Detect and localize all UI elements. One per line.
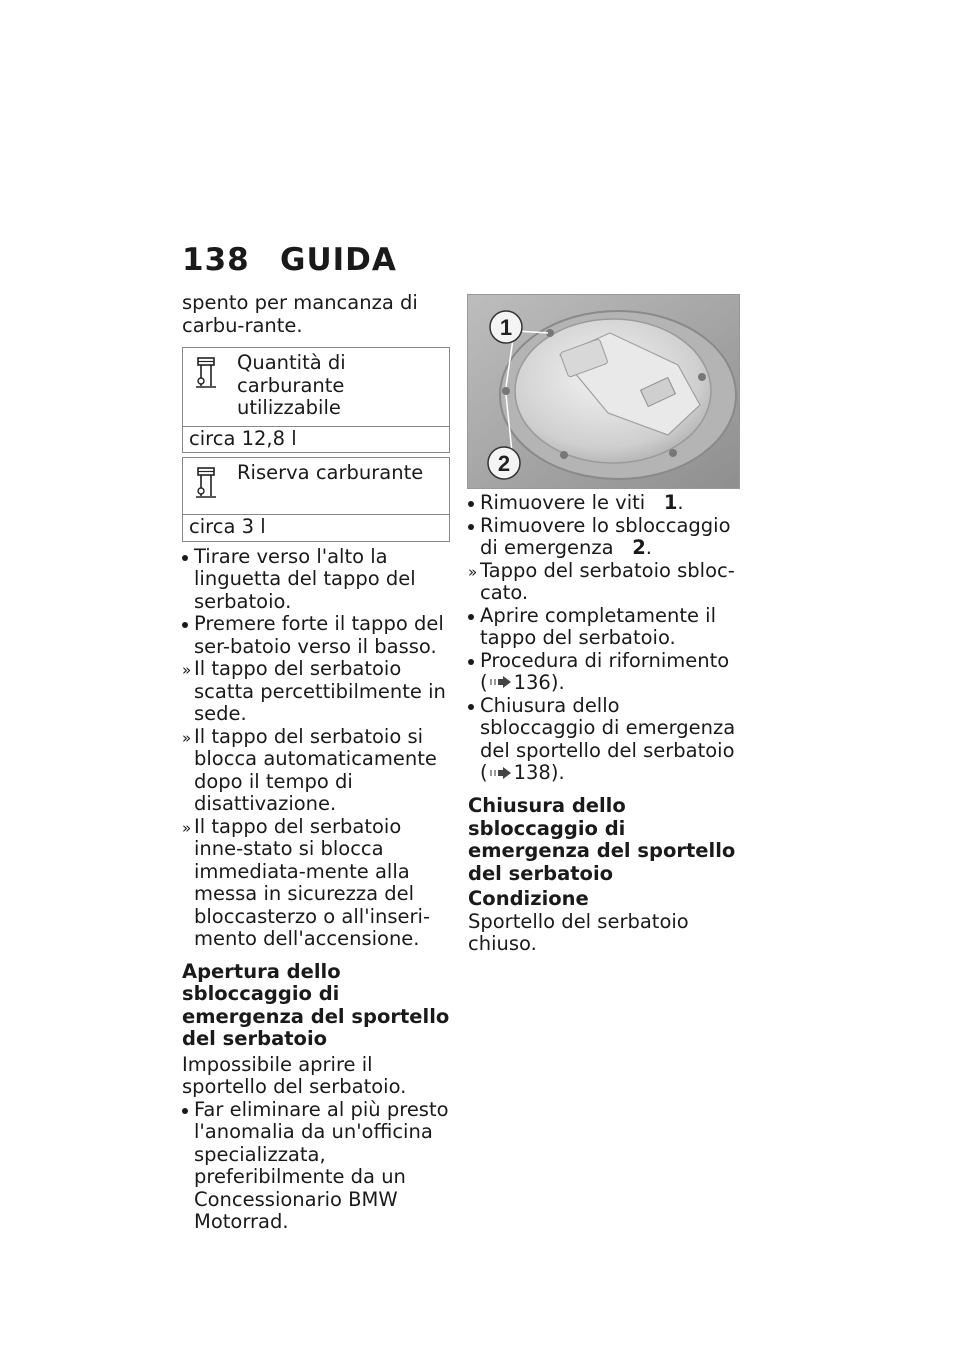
list-item: » Il tappo del serbatoio scatta percettibilmente in sede. bbox=[182, 657, 446, 725]
section-heading: Chiusura dello sbloccaggio di emergenza del sportello del serbatoio bbox=[468, 794, 736, 885]
fuel-pump-icon bbox=[193, 352, 237, 396]
page-reference[interactable]: 138 bbox=[513, 761, 551, 785]
spec-value: circa 3 l bbox=[183, 514, 449, 541]
procedure-list bbox=[182, 546, 450, 951]
page-header bbox=[182, 242, 397, 278]
spec-box-reserve-fuel bbox=[182, 457, 450, 542]
spec-box-usable-fuel bbox=[182, 347, 450, 453]
fuel-pump-icon bbox=[193, 462, 237, 506]
spec-value: circa 12,8 l bbox=[183, 426, 449, 453]
section-list bbox=[182, 1099, 450, 1234]
list-item: Aprire completamente il tappo del serbatoio. bbox=[480, 603, 716, 649]
right-column bbox=[468, 492, 740, 956]
procedure-list-right bbox=[468, 492, 740, 785]
condition-text: Sportello del serbatoio chiuso. bbox=[468, 909, 689, 955]
intro-text: spento per mancanza di carbu-rante. bbox=[182, 291, 418, 337]
chapter-title: GUIDA bbox=[280, 242, 397, 278]
page-reference-arrow-icon bbox=[490, 763, 512, 786]
list-item: Rimuovere lo sbloccaggio di emergenza 2. bbox=[480, 513, 731, 559]
page-number: 138 bbox=[182, 242, 250, 278]
callout-label-1: 1 bbox=[499, 315, 513, 340]
list-item: Premere forte il tappo del ser-batoio verso il basso. bbox=[194, 612, 444, 658]
callout-label-2: 2 bbox=[497, 451, 511, 476]
fuel-cap-photo bbox=[467, 294, 740, 489]
page-reference[interactable]: 136 bbox=[513, 671, 551, 694]
left-column bbox=[182, 292, 450, 1234]
list-item: » Tappo del serbatoio sbloc-cato. bbox=[468, 558, 735, 604]
list-item: Procedura di rifornimento ( 136). bbox=[480, 648, 730, 694]
list-item: Chiusura dello sbloccaggio di emergenza del sportello del serbatoio ( 138). bbox=[480, 693, 736, 785]
list-item: Rimuovere le viti 1. bbox=[480, 491, 684, 514]
section-heading: Apertura dello sbloccaggio di emergenza del sportello del serbatoio bbox=[182, 959, 450, 1050]
condition-label: Condizione bbox=[468, 887, 589, 910]
spec-label: Riserva carburante bbox=[237, 461, 424, 484]
page-reference-arrow-icon bbox=[490, 672, 512, 695]
list-item: Tirare verso l'alto la linguetta del tappo del serbatoio. bbox=[194, 544, 416, 613]
list-item: Far eliminare al più presto l'anomalia da un'officina specializzata, preferibilmente da un Concessionario BMW Motorrad. bbox=[194, 1097, 449, 1233]
spec-label: Quantità di carburante utilizzabile bbox=[237, 351, 346, 419]
list-item: » Il tappo del serbatoio inne-stato si blocca immediata-mente alla messa in sicurezza del bloccasterzo o all'inseri-mento dell'accensione. bbox=[182, 814, 430, 950]
section-text: Impossibile aprire il sportello del serbatoio. bbox=[182, 1052, 407, 1098]
list-item: » Il tappo del serbatoio si blocca automaticamente dopo il tempo di disattivazione. bbox=[182, 724, 437, 815]
